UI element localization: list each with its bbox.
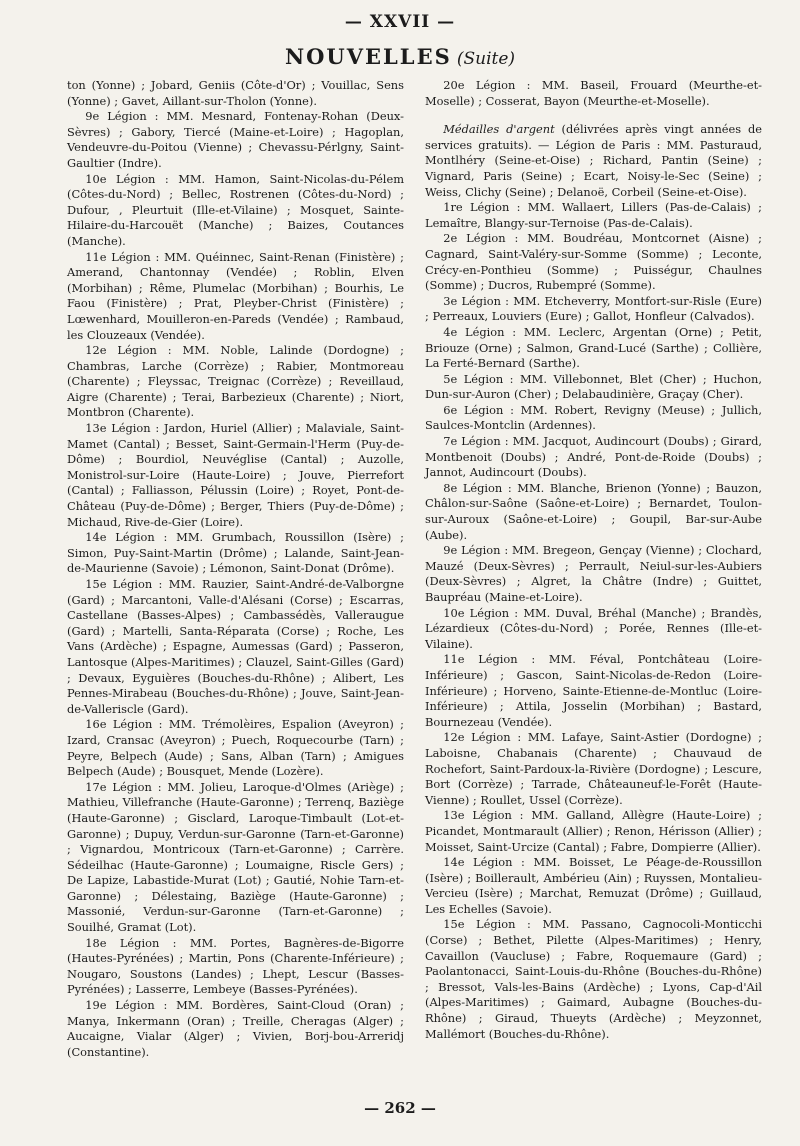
page-roman-numeral: — XXVII — bbox=[344, 12, 456, 32]
paragraph: 16e Légion : MM. Trémolèires, Espalion (Aveyron) ; Izard, Cransac (Aveyron) ; Puech, Roquecourbe (Tarn) ; Peyre, Belpech (Aude) ; Sans, Alban (Tarn) ; Amigues Belpech (Aude) ; Bousquet, Mende (Lozère). bbox=[67, 717, 404, 779]
section-title bbox=[0, 44, 800, 69]
paragraph: 20e Légion : MM. Baseil, Frouard (Meurthe-et-Moselle) ; Cosserat, Bayon (Meurthe-et-Moselle). bbox=[425, 78, 762, 108]
paragraph: 9e Légion : MM. Mesnard, Fontenay-Rohan (Deux-Sèvres) ; Gabory, Tiercé (Maine-et-Loire) ; Hagoplan, Vendeuvre-du-Poitou (Vienne) ; Chevassu-Pérlgny, Saint-Gaultier (Indre). bbox=[67, 109, 404, 170]
paragraph: 5e Légion : MM. Villebonnet, Blet (Cher) ; Huchon, Dun-sur-Auron (Cher) ; Delabaudinière, Graçay (Cher). bbox=[425, 371, 762, 402]
paragraph: 19e Légion : MM. Bordères, Saint-Cloud (Oran) ; Manya, Inkermann (Oran) ; Treille, Cheragas (Alger) ; Aucaigne, Vialar (Alger) ; Vivien, Borj-bou-Arreridj (Constantine). bbox=[67, 998, 404, 1059]
right-column bbox=[425, 78, 762, 1042]
paragraph: 6e Légion : MM. Robert, Revigny (Meuse) ; Jullich, Saulces-Montclin (Ardennes). bbox=[425, 402, 762, 433]
paragraph: 9e Légion : MM. Bregeon, Gençay (Vienne) ; Clochard, Mauzé (Deux-Sèvres) ; Perrault, Neiul-sur-les-Aubiers (Deux-Sèvres) ; Algret, la Châtre (Indre) ; Guittet, Baupréau (Maine-et-Loire). bbox=[425, 543, 762, 604]
section-title-main: NOUVELLES bbox=[284, 44, 452, 69]
paragraph: 15e Légion : MM. Rauzier, Saint-André-de-Valborgne (Gard) ; Marcantoni, Valle-d'Alésani (Corse) ; Escarras, Castellane (Basses-Alpes) ; Cambassédès, Valleraugue (Gard) ; Martelli, Santa-Réparata (Corse) ; Roche, Les Vans (Ardèche) ; Espagne, Aumessas (Gard) ; Passeron, Lantosque (Alpes-Maritimes) ; Clauzel, Saint-Gilles (Gard) ; Devaux, Eyguières (Bouches-du-Rhône) ; Alibert, Les Pennes-Mirabeau (Bouches-du-Rhône) ; Jouve, Saint-Jean-de-Valleriscle (Gard). bbox=[67, 577, 404, 716]
section-title-suite: (Suite) bbox=[456, 49, 516, 69]
paragraph: 2e Légion : MM. Boudréau, Montcornet (Aisne) ; Cagnard, Saint-Valéry-sur-Somme (Somme) ; Leconte, Crécy-en-Ponthieu (Somme) ; Puisségur, Chaulnes (Somme) ; Ducros, Rubempré (Somme). bbox=[425, 231, 762, 293]
paragraph: 7e Légion : MM. Jacquot, Audincourt (Doubs) ; Girard, Montbenoit (Doubs) ; André, Pont-de-Roide (Doubs) ; Jannot, Audincourt (Doubs). bbox=[425, 434, 762, 480]
paragraph: 4e Légion : MM. Leclerc, Argentan (Orne) ; Petit, Briouze (Orne) ; Salmon, Grand-Lucé (Sarthe) ; Collière, La Ferté-Bernard (Sarthe). bbox=[425, 324, 762, 371]
paragraph: 13e Légion : MM. Galland, Allègre (Haute-Loire) ; Picandet, Montmarault (Allier) ; Renon, Hérisson (Allier) ; Moisset, Saint-Urcize (Cantal) ; Fabre, Dompierre (Allier). bbox=[425, 808, 762, 854]
paragraph: 1re Légion : MM. Wallaert, Lillers (Pas-de-Calais) ; Lemaître, Blangy-sur-Ternoise (Pas-de-Calais). bbox=[425, 200, 762, 230]
paragraph: 10e Légion : MM. Hamon, Saint-Nicolas-du-Pélem (Côtes-du-Nord) ; Bellec, Rostrenen (Côtes-du-Nord) ; Dufour, , Pleurtuit (Ille-et-Vilaine) ; Mosquet, Sainte-Hilaire-du-Harcouët (Manche) ; Baizes, Coutances (Manche). bbox=[67, 171, 404, 248]
paragraph: ton (Yonne) ; Jobard, Geniis (Côte-d'Or) ; Vouillac, Sens (Yonne) ; Gavet, Aillant-sur-Tholon (Yonne). bbox=[67, 78, 404, 108]
page-number: — 262 — bbox=[364, 1099, 436, 1117]
italic-lead: Médailles d'argent bbox=[443, 122, 555, 137]
left-column bbox=[67, 78, 404, 1060]
paragraph: 11e Légion : MM. Quéinnec, Saint-Renan (Finistère) ; Amerand, Chantonnay (Vendée) ; Roblin, Elven (Morbihan) ; Rême, Plumelac (Morbihan) ; Bourhis, Le Faou (Finistère) ; Prat, Pleyber-Christ (Finistère) ; Lœwenhard, Mouilleron-en-Pareds (Vendée) ; Rambaud, les Clouzeaux (Vendée). bbox=[67, 249, 404, 342]
paragraph: 3e Légion : MM. Etcheverry, Montfort-sur-Risle (Eure) ; Perreaux, Louviers (Eure) ; Gallot, Honfleur (Calvados). bbox=[425, 293, 762, 324]
paragraph: Médailles d'argent (délivrées après vingt années de services gratuits). — Légion de Paris : MM. Pasturaud, Montlhéry (Seine-et-Oise) ; Richard, Pantin (Seine) ; Vignard, Paris (Seine) ; Ecart, Noisy-le-Sec (Seine) ; Weiss, Clichy (Seine) ; Delanoë, Corbeil (Seine-et-Oise). bbox=[425, 122, 762, 199]
paragraph: 14e Légion : MM. Boisset, Le Péage-de-Roussillon (Isère) ; Boillerault, Ambérieu (Ain) ; Ruyssen, Montalieu-Vercieu (Isère) ; Marchat, Remuzat (Drôme) ; Guillaud, Les Echelles (Savoie). bbox=[425, 855, 762, 916]
paragraph: 10e Légion : MM. Duval, Bréhal (Manche) ; Brandès, Lézardieux (Côtes-du-Nord) ; Porée, Rennes (Ille-et-Vilaine). bbox=[425, 605, 762, 651]
paragraph: 17e Légion : MM. Jolieu, Laroque-d'Olmes (Ariège) ; Mathieu, Villefranche (Haute-Garonne) ; Terrenq, Baziège (Haute-Garonne) ; Gisclard, Laroque-Timbault (Lot-et-Garonne) ; Dupuy, Verdun-sur-Garonne (Tarn-et-Garonne) ; Vignardou, Montricoux (Tarn-et-Garonne) ; Carrère. Sédeilhac (Haute-Garonne) ; Loumaigne, Riscle Gers) ; De Lapize, Labastide-Murat (Lot) ; Gautié, Nohie Tarn-et-Garonne) ; Délestaing, Baziège (Haute-Garonne) ; Massonié, Verdun-sur-Garonne (Tarn-et-Garonne) ; Souilhé, Gramat (Lot). bbox=[67, 779, 404, 935]
paragraph: 14e Légion : MM. Grumbach, Roussillon (Isère) ; Simon, Puy-Saint-Martin (Drôme) ; Lalande, Saint-Jean-de-Maurienne (Savoie) ; Lémonon, Saint-Donat (Drôme). bbox=[67, 530, 404, 576]
paragraph: 13e Légion : Jardon, Huriel (Allier) ; Malaviale, Saint-Mamet (Cantal) ; Besset, Saint-Germain-l'Herm (Puy-de-Dôme) ; Bourdiol, Neuvéglise (Cantal) ; Auzolle, Monistrol-sur-Loire (Haute-Loire) ; Jouve, Pierrefort (Cantal) ; Falliasson, Pélussin (Loire) ; Royet, Pont-de-Château (Puy-de-Dôme) ; Berger, Thiers (Puy-de-Dôme) ; Michaud, Rive-de-Gier (Loire). bbox=[67, 421, 404, 529]
paragraph: 11e Légion : MM. Féval, Pontchâteau (Loire-Inférieure) ; Gascon, Saint-Nicolas-de-Redon (Loire-Inférieure) ; Horveno, Sainte-Etienne-de-Montluc (Loire-Inférieure) ; Attila, Josselin (Morbihan) ; Bastard, Bournezeau (Vendée). bbox=[425, 652, 762, 729]
paragraph: 18e Légion : MM. Portes, Bagnères-de-Bigorre (Hautes-Pyrénées) ; Martin, Pons (Charente-Inférieure) ; Nougaro, Soustons (Landes) ; Lhept, Lescur (Basses-Pyrénées) ; Lasserre, Lembeye (Basses-Pyrénées). bbox=[67, 935, 404, 997]
paragraph: 12e Légion : MM. Lafaye, Saint-Astier (Dordogne) ; Laboisne, Chabanais (Charente) ; Chauvaud de Rochefort, Saint-Pardoux-la-Rivière (Dordogne) ; Lescure, Bort (Corrèze) ; Tarrade, Châteauneuf-le-Forêt (Haute-Vienne) ; Roullet, Ussel (Corrèze). bbox=[425, 730, 762, 807]
paragraph: 15e Légion : MM. Passano, Cagnocoli-Monticchi (Corse) ; Bethet, Pilette (Alpes-Maritimes) ; Henry, Cavaillon (Vaucluse) ; Fabre, Roquemaure (Gard) ; Paolantonacci, Saint-Louis-du-Rhône (Bouches-du-Rhône) ; Bressot, Vals-les-Bains (Ardèche) ; Lyons, Cap-d'Ail (Alpes-Maritimes) ; Gaimard, Aubagne (Bouches-du-Rhône) ; Giraud, Thueyts (Ardèche) ; Meyzonnet, Mallémort (Bouches-du-Rhône). bbox=[425, 917, 762, 1041]
paragraph: 8e Légion : MM. Blanche, Brienon (Yonne) ; Bauzon, Châlon-sur-Saône (Saône-et-Loire) ; Bernardet, Toulon-sur-Auroux (Saône-et-Loire) ; Goupil, Bar-sur-Aube (Aube). bbox=[425, 480, 762, 542]
paragraph: 12e Légion : MM. Noble, Lalinde (Dordogne) ; Chambras, Larche (Corrèze) ; Rabier, Montmoreau (Charente) ; Fleyssac, Treignac (Corrèze) ; Reveillaud, Aigre (Charente) ; Terai, Barbezieux (Charente) ; Niort, Montbron (Charente). bbox=[67, 343, 404, 420]
